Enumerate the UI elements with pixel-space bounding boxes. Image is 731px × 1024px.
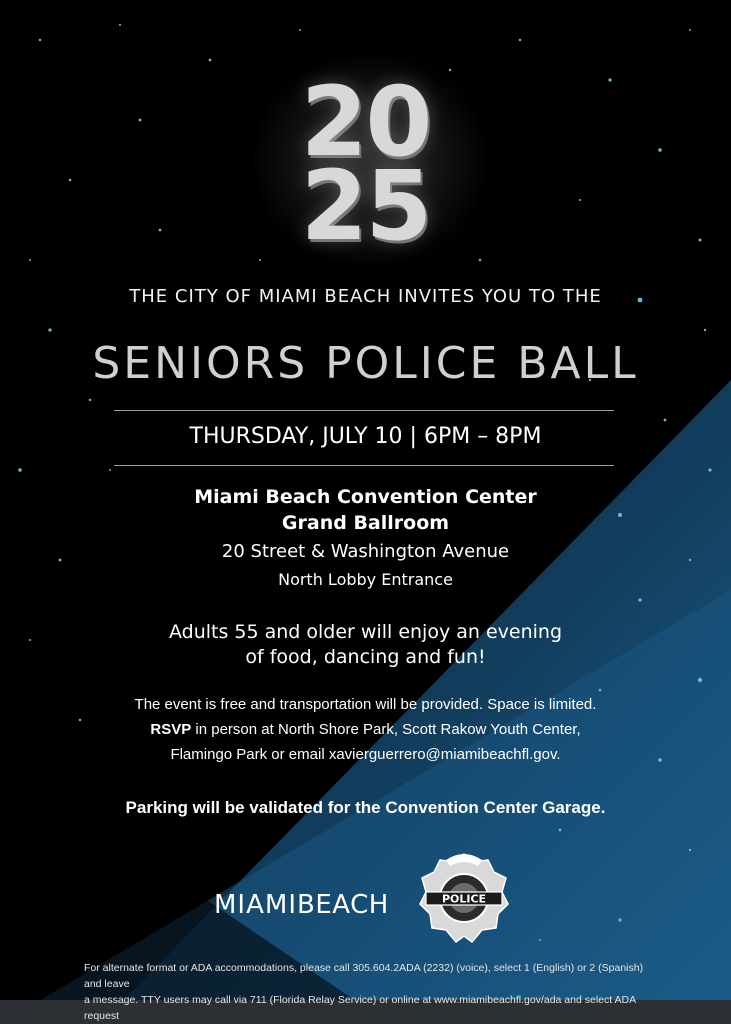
details-line-2 [0,717,731,742]
year-bottom-digits: 25 [300,150,431,262]
miami-beach-logo [214,890,389,920]
event-date-time: THURSDAY, JULY 10 | 6PM – 8PM [189,424,542,449]
badge-police-text: POLICE [441,892,487,906]
event-description [0,620,731,670]
rsvp-label: RSVP [150,721,192,738]
venue-entrance: North Lobby Entrance [278,570,453,589]
description-line-1: Adults 55 and older will enjoy an evening [168,621,563,643]
details-line-3: Flamingo Park or email xavierguerrero@miamibeachfl.gov. [170,746,561,763]
divider-top [114,410,614,411]
parking-note: Parking will be validated for the Convention Center Garage. [125,798,606,817]
footer-line-2: a message. TTY users may call via 711 (Florida Relay Service) or online at www.miamibeachfl.gov/ada and select ADA request [84,994,636,1022]
details-line-1: The event is free and transportation will be provided. Space is limited. [134,696,597,713]
police-badge-icon [416,850,512,946]
footer-line-1: For alternate format or ADA accommodations, please call 305.604.2ADA (2232) (voice), select 1 (English) or 2 (Spanish) and leave [84,962,644,990]
event-details [0,692,731,767]
logo-miami-text: MIAMI [214,890,297,920]
year-top-digits: 20 [300,66,431,178]
logo-beach-text: BEACH [297,890,389,920]
divider-bottom [114,465,614,466]
invite-line: THE CITY OF MIAMI BEACH INVITES YOU TO THE [129,286,602,307]
rsvp-text: in person at North Shore Park, Scott Rakow Youth Center, [191,721,581,738]
venue-room: Grand Ballroom [281,512,450,534]
venue-name: Miami Beach Convention Center [194,486,537,508]
description-line-2: of food, dancing and fun! [245,646,486,668]
ada-footer [84,960,654,1024]
event-title: SENIORS POLICE BALL [92,338,639,389]
venue-address: 20 Street & Washington Avenue [221,541,510,562]
